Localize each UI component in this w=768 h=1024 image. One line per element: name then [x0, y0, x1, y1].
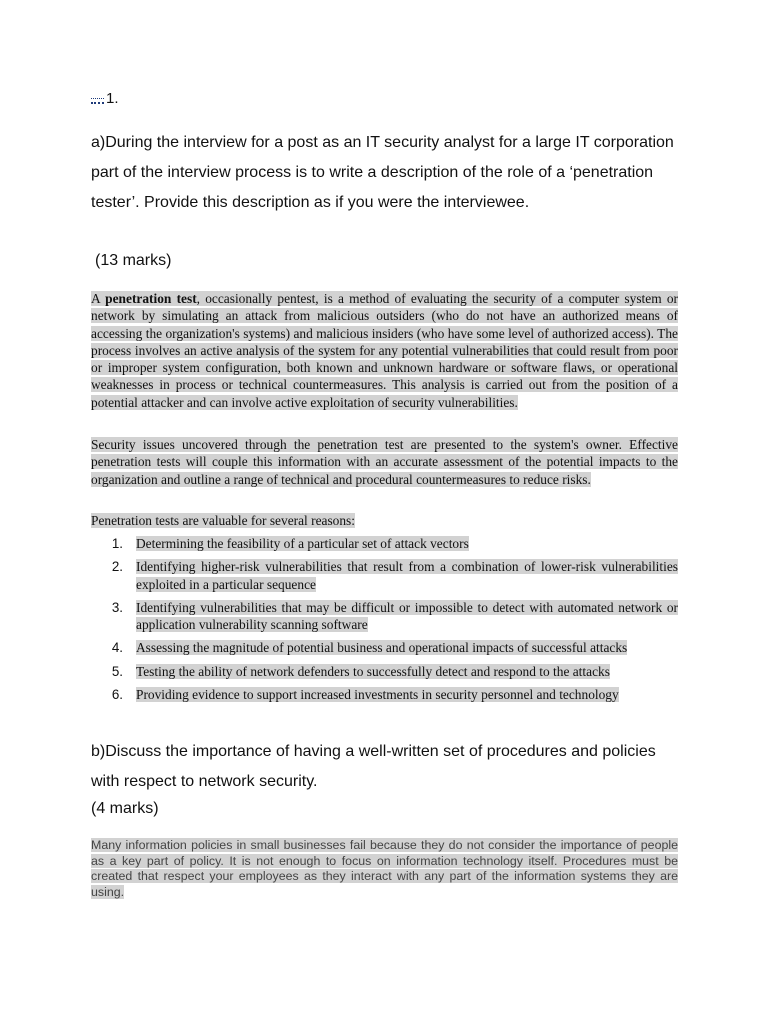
list-item-number: 6.: [111, 687, 123, 703]
answer-b-paragraph-text: Many information policies in small businesses fail because they do not consider the importance of people as a key part of policy. It is not enough to focus on information technology itself. Procedures must be created that respect your employees as they interact with any part of the information systems they are using.: [91, 838, 678, 899]
answer-a-paragraph-2-text: Security issues uncovered through the penetration test are presented to the system's owner. Effective penetration tests will couple this information with an accurate assessment of the potential impacts to the organization and outline a range of technical and procedural countermeasures to reduce risks.: [91, 437, 678, 487]
list-item: [91, 599, 678, 634]
list-item-text: Determining the feasibility of a particular set of attack vectors: [136, 536, 469, 551]
question-a-text: a)During the interview for a post as an IT security analyst for a large IT corporation part of the interview process is to write a description of the role of a ‘penetration tester’. Provide this description as if you were the interviewee.: [91, 134, 674, 211]
list-item: [91, 535, 678, 552]
answer-a-paragraph-3-text: Penetration tests are valuable for several reasons:: [91, 513, 355, 528]
list-item-text: Testing the ability of network defenders to successfully detect and respond to the attacks: [136, 663, 610, 679]
list-item-text: Identifying higher-risk vulnerabilities that result from a combination of lower-risk vulnerabilities exploited in a particular sequence: [136, 559, 678, 592]
list-item-text: Assessing the magnitude of potential business and operational impacts of successful attacks: [136, 640, 628, 656]
answer-b-paragraph: [91, 838, 678, 900]
bookmark-marker-icon: [91, 98, 104, 104]
list-item-number: 2.: [111, 559, 123, 575]
answer-a-paragraph-1: [91, 290, 678, 411]
list-item-text: Identifying vulnerabilities that may be difficult or impossible to detect with automated network or application vulnerability scanning software: [136, 599, 678, 633]
reasons-list: [91, 535, 678, 703]
question-number: [91, 90, 119, 107]
answer-a-paragraph-1-lead: A: [91, 291, 106, 306]
list-item-text: Providing evidence to support increased investments in security personnel and technology: [136, 687, 619, 703]
list-item-number: 4.: [111, 640, 123, 656]
question-a-marks: (13 marks): [95, 252, 172, 269]
list-item-number: 3.: [111, 599, 123, 615]
list-item-number: 5.: [111, 663, 123, 679]
list-item: [91, 639, 678, 656]
question-b-text: b)Discuss the importance of having a well-written set of procedures and policies with respect to network security.: [91, 743, 656, 790]
list-item: [91, 686, 678, 703]
list-item-number: 1.: [111, 536, 123, 551]
question-b-marks: (4 marks): [91, 800, 159, 817]
answer-a-paragraph-3: [91, 512, 678, 529]
penetration-test-term: penetration test: [105, 291, 197, 306]
list-item: [91, 558, 678, 593]
list-item: [91, 663, 678, 680]
question-number-text: 1.: [106, 90, 119, 107]
answer-a-paragraph-1-highlight: [91, 291, 678, 410]
answer-a-paragraph-2: [91, 436, 678, 488]
answer-a-paragraph-1-rest: , occasionally pentest, is a method of evaluating the security of a computer system or network by simulating an attack from malicious outsiders (who do not have an authorized means of accessing the organization's systems) and malicious insiders (who have some level of authorized access). The process involves an active analysis of the system for any potential vulnerabilities that could result from poor or improper system configuration, both known and unknown hardware or software flaws, or operational weaknesses in process or technical countermeasures. This analysis is carried out from the position of a potential attacker and can involve active exploitation of security vulnerabilities.: [91, 291, 679, 410]
